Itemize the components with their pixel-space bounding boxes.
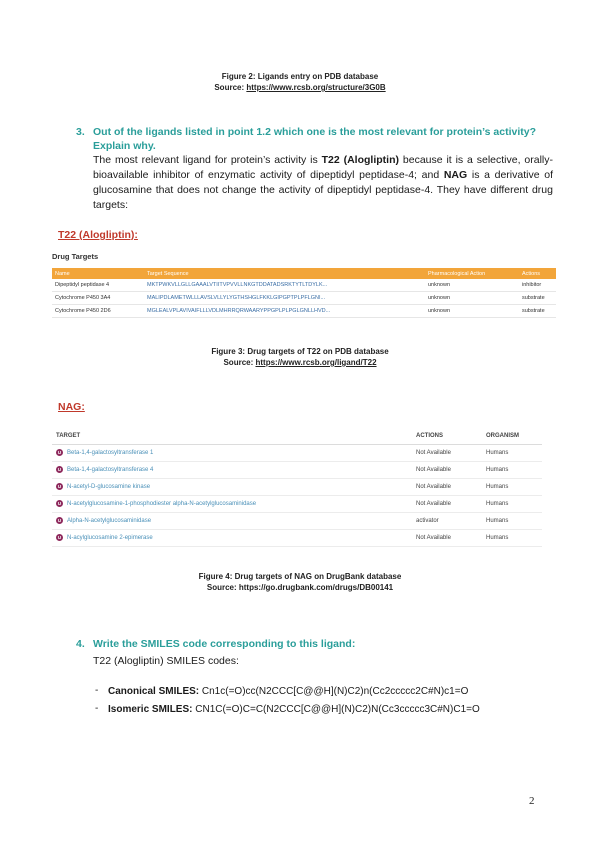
question-4-title: Write the SMILES code corresponding to this ligand: — [93, 638, 356, 650]
column-header: ORGANISM — [482, 428, 542, 445]
organism: Humans — [482, 513, 542, 530]
pdb-drug-targets-title: Drug Targets — [52, 252, 99, 261]
figure-3-source: Source: https://www.rcsb.org/ligand/T22 — [223, 358, 377, 367]
list-bullet: - — [95, 703, 99, 714]
column-header: Name — [52, 268, 144, 279]
organism: Humans — [482, 479, 542, 496]
column-header: Actions — [519, 268, 556, 279]
action: Not Available — [412, 445, 482, 462]
target-name: Cytochrome P450 3A4 — [52, 292, 144, 305]
table-row — [52, 462, 542, 479]
table-row — [52, 530, 542, 547]
target-link[interactable]: N-acylglucosamine 2-epimerase — [67, 535, 153, 542]
t22-emphasis: T22 (Alogliptin) — [321, 154, 400, 166]
uniprot-badge-icon: U — [57, 450, 62, 456]
action: Not Available — [412, 496, 482, 513]
target-sequence-link[interactable]: MALIPDLAMETWLLLAVSLVLLYLYGTHSHGLFKKLGIPGPTPLPFLGNI... — [144, 292, 425, 305]
question-4-number: 4. — [76, 638, 85, 650]
uniprot-badge-icon: U — [57, 518, 62, 524]
column-header: ACTIONS — [412, 428, 482, 445]
organism: Humans — [482, 530, 542, 547]
figure-4-caption: Figure 4: Drug targets of NAG on DrugBank database — [198, 572, 402, 581]
target-cell — [52, 445, 412, 462]
figure-4-source: Source: https://go.drugbank.com/drugs/DB00141 — [206, 583, 394, 592]
target-link[interactable]: Beta-1,4-galactosyltransferase 4 — [67, 467, 154, 474]
nag-emphasis: NAG — [443, 169, 468, 181]
target-sequence-link[interactable]: MGLEALVPLAVIVAIFLLLVDLMHRRQRWAARYPPGPLPLPGLGNLLHVD... — [144, 305, 425, 318]
organism: Humans — [482, 462, 542, 479]
target-name: Dipeptidyl peptidase 4 — [52, 279, 144, 292]
table-header-row — [52, 268, 556, 279]
table-row — [52, 479, 542, 496]
target-link[interactable]: N-acetylglucosamine-1-phosphodiester alpha-N-acetylglucosaminidase — [67, 501, 257, 508]
question-3-heading — [76, 125, 553, 153]
figure-2-source-link[interactable]: https://www.rcsb.org/structure/3G0B — [246, 83, 386, 92]
target-cell — [52, 496, 412, 513]
column-header: TARGET — [52, 428, 412, 445]
target-link[interactable]: Alpha-N-acetylglucosaminidase — [67, 518, 152, 525]
figure-3-caption: Figure 3: Drug targets of T22 on PDB database — [211, 347, 389, 356]
target-cell — [52, 479, 412, 496]
organism: Humans — [482, 445, 542, 462]
isomeric-smiles-label: Isomeric SMILES: — [108, 704, 193, 715]
action: Not Available — [412, 530, 482, 547]
action: Not Available — [412, 479, 482, 496]
target-cell — [52, 530, 412, 547]
isomeric-smiles-line — [95, 703, 480, 717]
target-name: Cytochrome P450 2D6 — [52, 305, 144, 318]
question-3-answer: The most relevant ligand for protein’s activity is T22 (Alogliptin) because it is a selective, orally-bioavailable inhibitor of enzymatic activity of dipeptidyl peptidase-4; and NAG is a derivative of glucosamine that does not change the activity of dipeptidyl peptidase-4. They have different drug targets: — [93, 154, 553, 211]
action: Not Available — [412, 462, 482, 479]
isomeric-smiles-value: CN1C(=O)C=C(N2CCC[C@@H](N)C2)N(Cc3ccccc3C#N)C1=O — [192, 704, 480, 715]
figure-4-caption-block — [0, 571, 600, 593]
pharmacological-action: unknown — [425, 305, 519, 318]
target-sequence-link[interactable]: MKTPWKVLLGLLGAAALVTIITVPVVLLNKGTDDATADSRKTYTLTDYLK... — [144, 279, 425, 292]
figure-3-caption-block — [0, 346, 600, 368]
figure-3-source-link[interactable]: https://www.rcsb.org/ligand/T22 — [255, 358, 377, 367]
question-4-heading — [76, 637, 553, 651]
figure-2-source: Source: https://www.rcsb.org/structure/3G0B — [214, 83, 386, 92]
action: activator — [412, 513, 482, 530]
pharmacological-action: unknown — [425, 279, 519, 292]
page-number: 2 — [529, 795, 535, 807]
figure-2-caption: Figure 2: Ligands entry on PDB database — [221, 72, 379, 81]
target-link[interactable]: Beta-1,4-galactosyltransferase 1 — [67, 450, 154, 457]
column-header: Target Sequence — [144, 268, 425, 279]
table-row — [52, 305, 556, 318]
canonical-smiles-label: Canonical SMILES: — [108, 686, 200, 697]
figure-2-caption-block — [0, 71, 600, 93]
organism: Humans — [482, 496, 542, 513]
target-cell — [52, 462, 412, 479]
t22-section-heading: T22 (Alogliptin): — [58, 229, 138, 241]
smiles-subtitle: T22 (Alogliptin) SMILES codes: — [93, 655, 239, 667]
list-bullet: - — [95, 685, 99, 696]
question-3-title: Out of the ligands listed in point 1.2 which one is the most relevant for protein’s activity? Explain why. — [93, 126, 537, 152]
uniprot-badge-icon: U — [57, 535, 62, 541]
table-row — [52, 496, 542, 513]
pharmacological-action: unknown — [425, 292, 519, 305]
column-header: Pharmacological Action — [425, 268, 519, 279]
question-3-number: 3. — [76, 126, 85, 138]
nag-section-heading: NAG: — [58, 401, 85, 413]
table-row — [52, 292, 556, 305]
uniprot-badge-icon: U — [57, 467, 62, 473]
pdb-drug-targets-table — [52, 268, 556, 318]
table-header-row — [52, 428, 542, 445]
target-link[interactable]: N-acetyl-D-glucosamine kinase — [67, 484, 151, 491]
drugbank-targets-table — [52, 428, 542, 547]
table-row — [52, 513, 542, 530]
action: substrate — [519, 292, 556, 305]
canonical-smiles-line — [95, 685, 469, 699]
uniprot-badge-icon: U — [57, 484, 62, 490]
action: inhibitor — [519, 279, 556, 292]
target-cell — [52, 513, 412, 530]
action: substrate — [519, 305, 556, 318]
table-row — [52, 445, 542, 462]
canonical-smiles-value: Cn1c(=O)cc(N2CCC[C@@H](N)C2)n(Cc2ccccc2C#N)c1=O — [199, 686, 469, 697]
table-row — [52, 279, 556, 292]
uniprot-badge-icon: U — [57, 501, 62, 507]
